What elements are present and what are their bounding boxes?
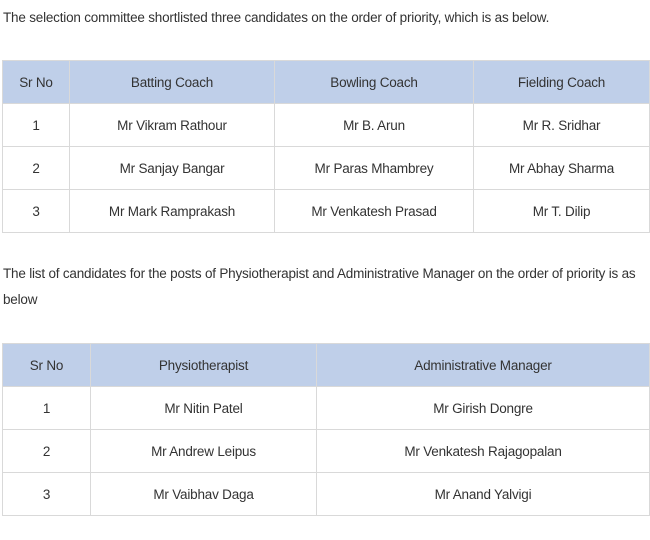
cell-fielding-coach: Mr Abhay Sharma: [474, 147, 650, 190]
header-batting-coach: Batting Coach: [70, 61, 275, 104]
cell-batting-coach: Mr Sanjay Bangar: [70, 147, 275, 190]
cell-administrative-manager: Mr Anand Yalvigi: [317, 473, 650, 516]
cell-sr-no: 3: [3, 190, 70, 233]
table-row: [3, 473, 650, 516]
cell-administrative-manager: Mr Venkatesh Rajagopalan: [317, 430, 650, 473]
cell-physiotherapist: Mr Nitin Patel: [91, 387, 317, 430]
header-physiotherapist: Physiotherapist: [91, 344, 317, 387]
cell-fielding-coach: Mr T. Dilip: [474, 190, 650, 233]
table-row: [3, 387, 650, 430]
cell-administrative-manager: Mr Girish Dongre: [317, 387, 650, 430]
cell-sr-no: 1: [3, 104, 70, 147]
cell-bowling-coach: Mr Paras Mhambrey: [275, 147, 474, 190]
table-header-row: [3, 61, 650, 104]
cell-sr-no: 2: [3, 430, 91, 473]
header-sr-no: Sr No: [3, 344, 91, 387]
header-fielding-coach: Fielding Coach: [474, 61, 650, 104]
header-bowling-coach: Bowling Coach: [275, 61, 474, 104]
table-row: [3, 430, 650, 473]
cell-sr-no: 2: [3, 147, 70, 190]
cell-batting-coach: Mr Mark Ramprakash: [70, 190, 275, 233]
table-header-row: [3, 344, 650, 387]
cell-batting-coach: Mr Vikram Rathour: [70, 104, 275, 147]
cell-sr-no: 3: [3, 473, 91, 516]
header-administrative-manager: Administrative Manager: [317, 344, 650, 387]
table-row: [3, 190, 650, 233]
header-sr-no: Sr No: [3, 61, 70, 104]
staff-paragraph: The list of candidates for the posts of Physiotherapist and Administrative Manager on the order of priority is as below: [3, 266, 636, 307]
cell-bowling-coach: Mr B. Arun: [275, 104, 474, 147]
cell-fielding-coach: Mr R. Sridhar: [474, 104, 650, 147]
staff-table: [2, 343, 650, 516]
coaches-table: [2, 60, 650, 233]
cell-sr-no: 1: [3, 387, 91, 430]
table-row: [3, 147, 650, 190]
cell-physiotherapist: Mr Andrew Leipus: [91, 430, 317, 473]
intro-paragraph: The selection committee shortlisted three candidates on the order of priority, which is as below.: [3, 10, 550, 25]
cell-bowling-coach: Mr Venkatesh Prasad: [275, 190, 474, 233]
table-row: [3, 104, 650, 147]
cell-physiotherapist: Mr Vaibhav Daga: [91, 473, 317, 516]
